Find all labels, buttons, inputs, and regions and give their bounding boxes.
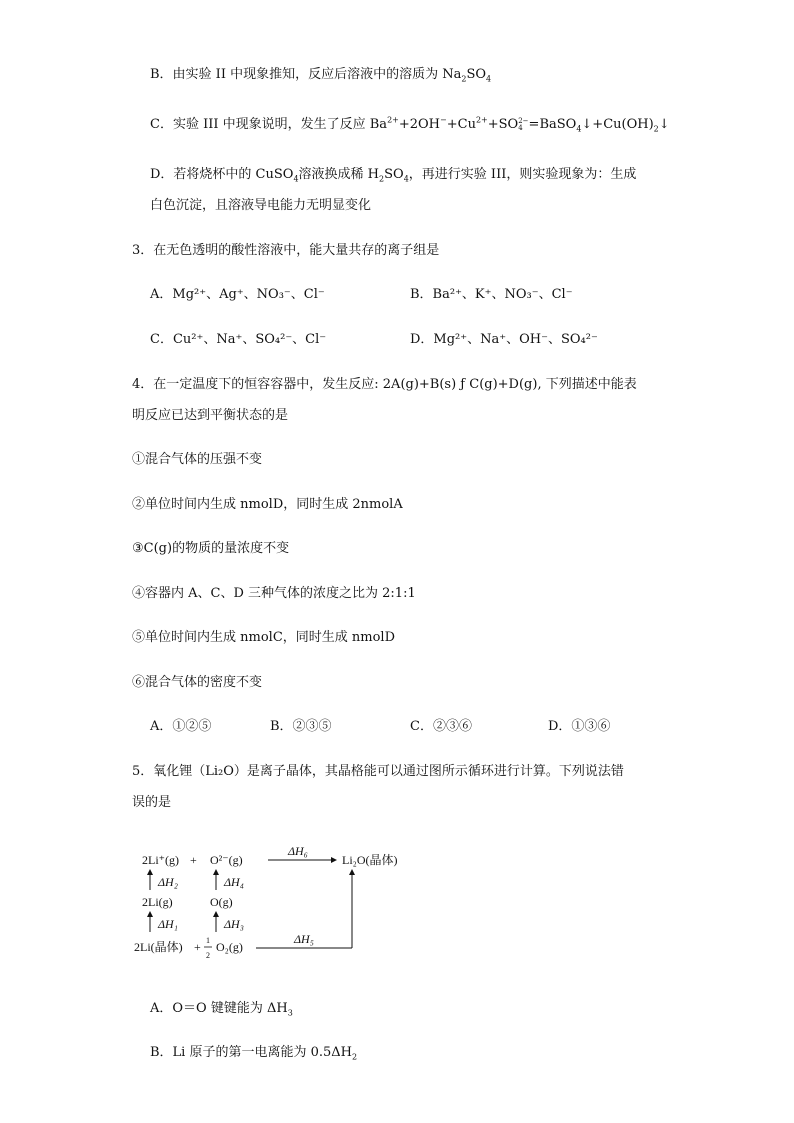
subscript: 4	[293, 174, 299, 184]
sulfate-charge	[518, 118, 528, 132]
born-haber-cycle-diagram	[128, 838, 408, 973]
o2-label: O₂(g)	[216, 940, 243, 954]
q5-option-b	[150, 1044, 357, 1062]
q4-option-b: B．②③⑤	[270, 719, 332, 734]
fraction-numerator: 1	[206, 936, 210, 945]
q2-option-d-text: ，再进行实验 III，则实验现象为：生成	[408, 167, 637, 182]
q2-option-c-text: ↓	[658, 117, 670, 132]
delta-h5-label: ΔH₅	[294, 932, 314, 946]
q2-option-c-text: +2OH	[398, 117, 441, 132]
delta-h3-label: ΔH₃	[224, 917, 244, 931]
q4-option-c: C．②③⑥	[410, 719, 472, 734]
subscript: 2	[352, 1052, 358, 1062]
q4-option-a: A．①②⑤	[150, 719, 212, 734]
fraction-denominator: 2	[206, 951, 210, 960]
subscript: 4	[403, 174, 409, 184]
q2-option-c-text: ↓+Cu(OH)	[581, 117, 654, 132]
delta-h6-label: ΔH₆	[288, 844, 308, 858]
subscript: 2	[461, 74, 467, 84]
q4-item-5: ⑤单位时间内生成 nmolC，同时生成 nmolD	[132, 630, 396, 645]
li-ion-label: 2Li⁺(g)	[142, 853, 179, 867]
q4-item-6: ⑥混合气体的密度不变	[132, 675, 263, 690]
q3-option-c: C．Cu²⁺、Na⁺、SO₄²⁻、Cl⁻	[150, 332, 327, 347]
q2-option-c-text: +SO	[487, 117, 519, 132]
subscript: 4	[518, 123, 523, 132]
superscript: 2+	[475, 115, 488, 125]
q4-item-4: ④容器内 A、C、D 三种气体的浓度之比为 2:1:1	[132, 586, 416, 601]
q2-option-c	[150, 116, 670, 134]
oxide-ion-label: O²⁻(g)	[210, 853, 243, 867]
subscript: 2	[653, 124, 659, 134]
q5-option-b-text: B．Li 原子的第一电离能为 0.5ΔH	[150, 1045, 353, 1060]
plus-sign: +	[190, 853, 197, 867]
q2-option-b-text: B．由实验 II 中现象推知，反应后溶液中的溶质为 Na	[150, 67, 462, 82]
delta-h2-label: ΔH₂	[158, 875, 178, 889]
q5-stem-line2: 误的是	[132, 795, 172, 810]
q2-option-d-line2: 白色沉淀，且溶液导电能力无明显变化	[150, 198, 372, 213]
o-gas-label: O(g)	[210, 895, 233, 909]
subscript: 4	[486, 74, 492, 84]
superscript: −	[440, 115, 447, 125]
q2-option-d-line1	[150, 166, 636, 184]
q4-stem-line1: 4．在一定温度下的恒容容器中，发生反应: 2A(g)+B(s) ƒ C(g)+D(g), 下列描述中能表	[132, 377, 637, 392]
li-gas-label: 2Li(g)	[142, 895, 173, 909]
subscript: 2	[379, 174, 385, 184]
q2-option-d-text: SO	[384, 167, 404, 182]
q5-option-a-text: A．O＝O 键键能为 ΔH	[150, 1001, 288, 1016]
q4-item-2: ②单位时间内生成 nmolD，同时生成 2nmolA	[132, 497, 403, 512]
q5-option-a	[150, 1000, 293, 1018]
q2-option-c-text: +Cu	[446, 117, 476, 132]
subscript: 3	[287, 1008, 293, 1018]
q2-option-b-text: SO	[466, 67, 487, 82]
li-solid-label: 2Li(晶体)	[134, 940, 183, 954]
q2-option-d-text: D．若将烧杯中的 CuSO	[150, 167, 294, 182]
delta-h1-label: ΔH₁	[158, 917, 178, 931]
q4-item-1: ①混合气体的压强不变	[132, 452, 263, 467]
superscript: 2−	[518, 116, 529, 125]
delta-h4-label: ΔH₄	[224, 875, 244, 889]
q2-option-c-text: C．实验 III 中现象说明，发生了反应 Ba	[150, 117, 388, 132]
q2-option-d-text: 溶液换成稀 H	[298, 167, 380, 182]
q4-stem-line2: 明反应已达到平衡状态的是	[132, 408, 289, 423]
q3-stem: 3．在无色透明的酸性溶液中，能大量共存的离子组是	[132, 243, 440, 258]
q5-stem-line1: 5．氧化锂（Li₂O）是离子晶体，其晶格能可以通过图所示循环进行计算。下列说法错	[132, 764, 624, 779]
superscript: 2+	[387, 115, 399, 125]
q3-option-d: D．Mg²⁺、Na⁺、OH⁻、SO₄²⁻	[410, 332, 598, 347]
q3-option-b: B．Ba²⁺、K⁺、NO₃⁻、Cl⁻	[410, 287, 573, 302]
q4-item-3: ③C(g)的物质的量浓度不变	[132, 541, 290, 556]
q4-option-d: D．①③⑥	[548, 719, 611, 734]
q3-option-a: A．Mg²⁺、Ag⁺、NO₃⁻、Cl⁻	[150, 287, 325, 302]
plus-sign: +	[194, 940, 201, 954]
product-label: Li₂O(晶体)	[342, 853, 398, 867]
q2-option-c-text: =BaSO	[528, 117, 577, 132]
q2-option-b	[150, 66, 491, 84]
subscript: 4	[576, 124, 582, 134]
